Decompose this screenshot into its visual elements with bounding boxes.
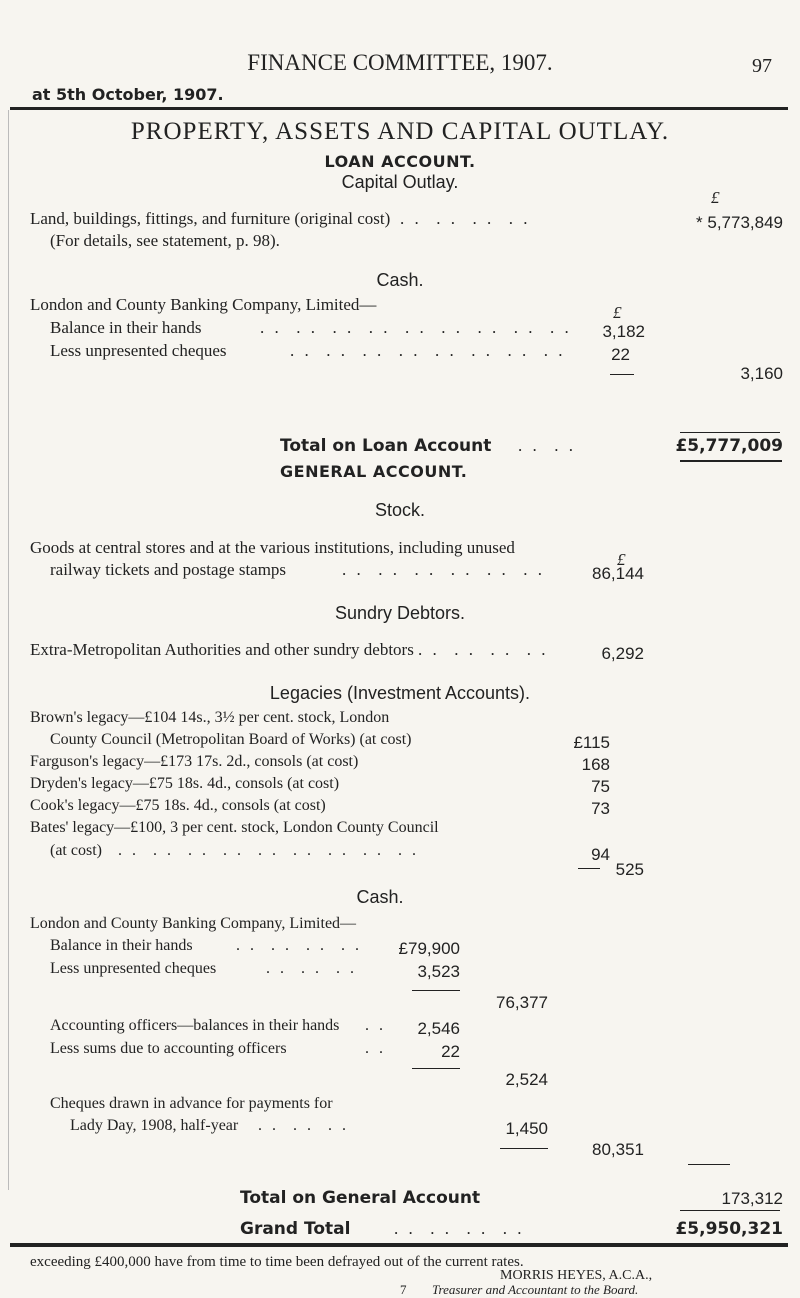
leader-dots: . . . . . . . . [400,209,531,228]
leader-dots: . . . . . . . . . . . . . . . . [290,341,566,360]
legacy-line: Brown's legacy—£104 14s., 3½ per cent. stock, London [30,709,390,726]
loan-balance-value: 3,182 [602,322,645,341]
loan-unpresented-label: Less unpresented cheques [50,341,227,360]
page-marker-number: 7 [400,1282,407,1297]
cheques-value: 1,450 [505,1119,548,1138]
leader-dots: . . . . . . . . . . . . . . . . . . [118,842,419,859]
loan-unpresented-value: 22 [611,345,630,364]
main-title: PROPERTY, ASSETS AND CAPITAL OUTLAY. [130,118,670,145]
general-unpresented-label: Less unpresented cheques [50,960,217,977]
legacy-line: Cook's legacy—£75 18s. 4d., consols (at cost) [30,797,326,814]
land-line-1: Land, buildings, fittings, and furniture (original cost) [30,209,391,228]
legacy-line: Dryden's legacy—£75 18s. 4d., consols (at cost) [30,775,340,792]
signatory: MORRIS HEYES, A.C.A., [500,1268,653,1283]
page-number: 97 [752,55,772,77]
pound-column-head: £ [711,188,720,207]
general-total-label: Total on General Account [240,1188,481,1208]
goods-value: 86,144 [592,564,644,583]
goods-line-2: railway tickets and postage stamps [50,560,287,579]
general-balance-label: Balance in their hands [50,937,193,954]
general-bank-net: 76,377 [496,993,548,1012]
grand-total-label: Grand Total [240,1219,351,1239]
header-title: FINANCE COMMITTEE, 1907. [247,50,553,75]
stock-heading: Stock. [374,500,426,520]
legacy-value: £115 [573,733,610,752]
subtotal-rule [500,1148,548,1149]
total-rule [688,1164,730,1165]
general-account-heading: GENERAL ACCOUNT. [280,462,468,481]
general-bank-line: London and County Banking Company, Limited— [30,915,357,932]
pound-column-head: £ [613,303,622,322]
debtors-value: 6,292 [601,644,644,663]
header-subtitle: at 5th October, 1907. [32,85,224,104]
pound-column-head: £ [617,550,626,569]
legacy-line: (at cost) [50,842,102,859]
subtotal-rule [610,374,634,375]
leader-dots: . . . . . . . . [418,640,549,659]
officers-label: Accounting officers—balances in their hands [50,1017,340,1034]
capital-outlay-heading: Capital Outlay. [341,172,459,192]
leader-dots: . . . . . . . . [394,1219,525,1238]
cheques-line-2: Lady Day, 1908, half-year [70,1117,239,1134]
leader-dots: . . . . [518,436,576,455]
total-rule [680,1210,780,1211]
loan-cash-net: 3,160 [740,364,783,383]
leader-dots: . . . . . . . . [236,937,362,954]
subtotal-rule [412,990,460,991]
officers-less-value: 22 [441,1042,460,1061]
total-rule [680,432,780,433]
loan-account-heading: LOAN ACCOUNT. [324,152,476,171]
general-total-value: 173,312 [721,1189,783,1208]
loan-cash-heading: Cash. [376,270,424,290]
subtotal-rule [412,1068,460,1069]
leader-dots: . . . . . . . . . . . . [342,560,545,579]
loan-balance-label: Balance in their hands [50,318,202,337]
legacies-total: 525 [615,860,644,879]
header-rule [10,107,788,110]
goods-line-1: Goods at central stores and at the various institutions, including unused [30,538,515,557]
general-unpresented-value: 3,523 [417,962,460,981]
cheques-line-1: Cheques drawn in advance for payments for [50,1095,333,1112]
legacy-value: 75 [591,777,610,796]
general-cash-total: 80,351 [592,1140,644,1159]
debtors-heading: Sundry Debtors. [334,603,466,623]
leader-dots: . . . . . . . . . . . . . . . . . . [260,318,572,337]
general-balance-value: £79,900 [398,939,460,958]
running-header [0,50,800,76]
debtors-label: Extra-Metropolitan Authorities and other sundry debtors [30,640,414,659]
loan-bank-line: London and County Banking Company, Limited— [30,295,377,314]
footer-note: exceeding £400,000 have from time to time been defrayed out of the current rates. [30,1254,524,1270]
general-cash-heading: Cash. [356,887,404,907]
legacy-line: Farguson's legacy—£173 17s. 2d., consols (at cost) [30,753,359,770]
leader-dots: . . . . . . [258,1117,349,1134]
loan-total-label: Total on Loan Account [280,436,492,456]
legacy-line: Bates' legacy—£100, 3 per cent. stock, London County Council [30,819,439,836]
loan-total-value: £5,777,009 [675,436,783,456]
land-line-2: (For details, see statement, p. 98). [50,231,280,250]
officers-net: 2,524 [505,1070,548,1089]
leader-dots: . . . . . . [266,960,357,977]
legacy-line: County Council (Metropolitan Board of Works) (at cost) [50,731,412,748]
land-value: * 5,773,849 [696,213,783,232]
legacy-value: 168 [581,755,610,774]
legacy-value: 73 [591,799,610,818]
footer-rule [10,1243,788,1247]
officers-less-label: Less sums due to accounting officers [50,1040,287,1057]
officers-value: 2,546 [417,1019,460,1038]
legacies-heading: Legacies (Investment Accounts). [269,683,531,703]
signatory-role: Treasurer and Accountant to the Board. [432,1282,639,1297]
leader-dots: . . [365,1040,386,1057]
grand-total-value: £5,950,321 [675,1219,783,1239]
leader-dots: . . [365,1017,386,1034]
legacy-value: 94 [591,845,610,864]
double-rule [680,460,782,462]
